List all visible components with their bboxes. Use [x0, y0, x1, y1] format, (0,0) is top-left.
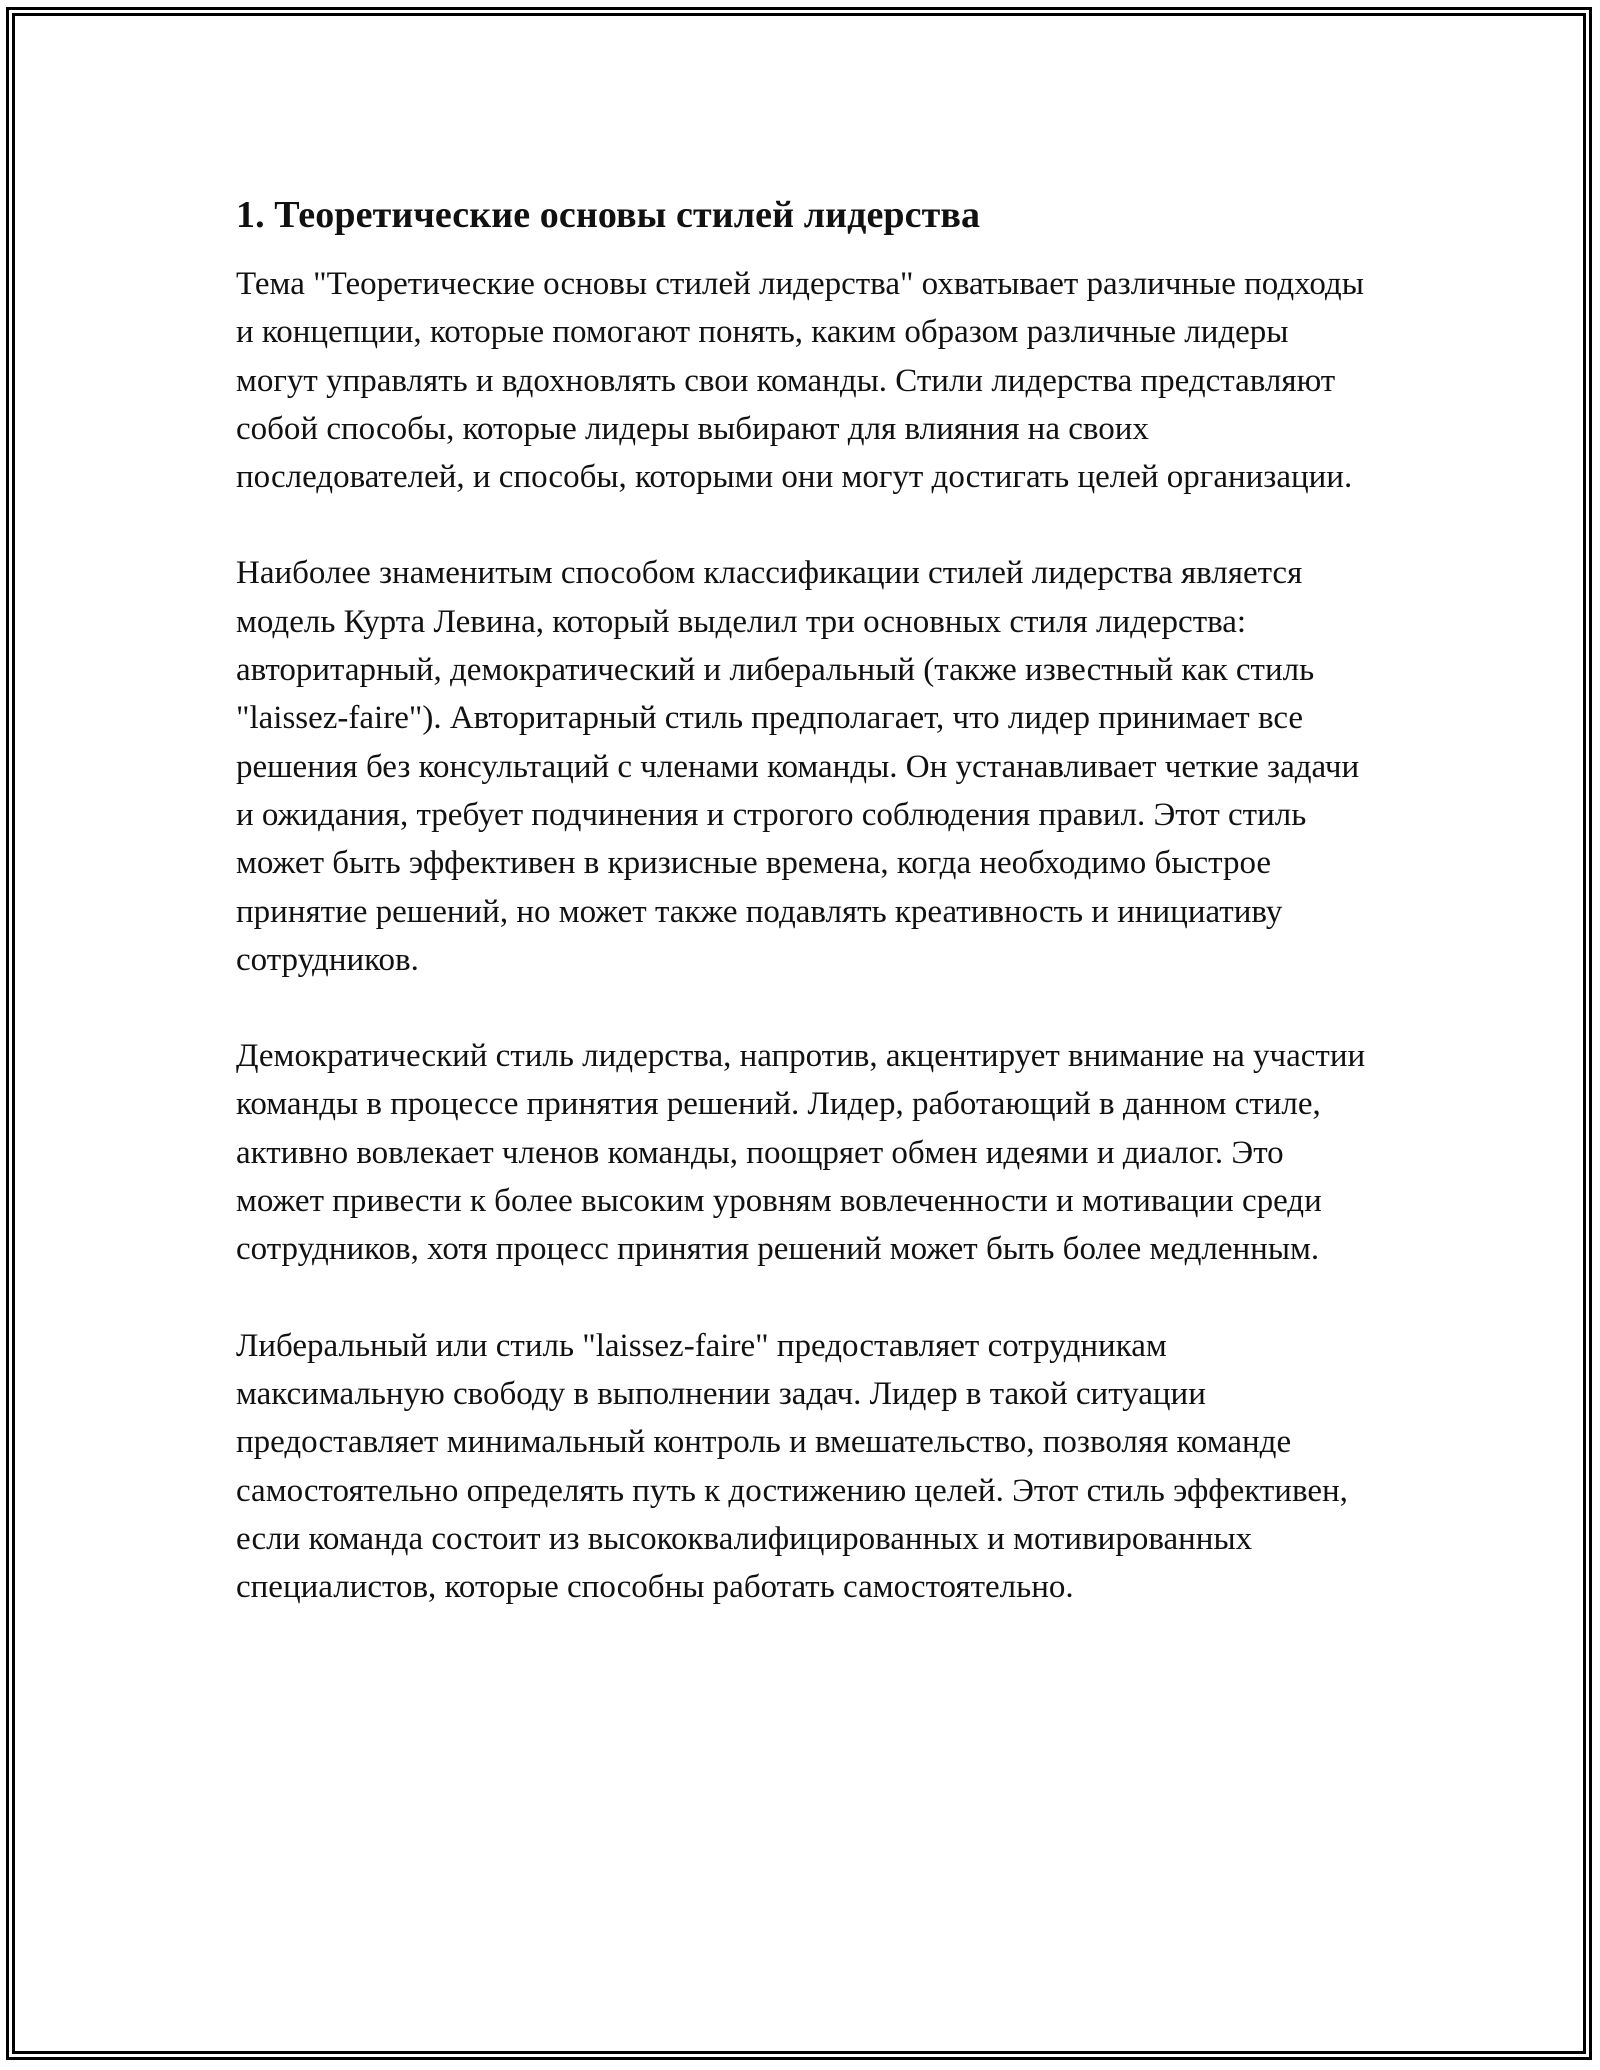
paragraph-lewin-model: Наиболее знаменитым способом классификации стилей лидерства является модель Курта Левина, который выделил три основных стиля лидерства: авторитарный, демократический и либеральный (также известный как стиль "laissez-faire"). Авторитарный стиль предполагает, что лидер принимает все решения без консультаций с членами команды. Он устанавливает четкие задачи и ожидания, требует подчинения и строгого соблюдения правил. Этот стиль может быть эффективен в кризисные времена, когда необходимо быстрое принятие решений, но может также подавлять креативность и инициативу сотрудников. [236, 555, 1360, 978]
paragraph-democratic-style: Демократический стиль лидерства, напротив, акцентирует внимание на участии команды в процессе принятия решений. Лидер, работающий в данном стиле, активно вовлекает членов команды, поощряет обмен идеями и диалог. Это может привести к более высоким уровням вовлеченности и мотивации среди сотрудников, хотя процесс принятия решений может быть более медленным. [236, 1038, 1366, 1268]
section-heading: 1. Теоретические основы стилей лидерства [236, 194, 981, 236]
document-body [236, 188, 1376, 1611]
paragraph-intro: Тема "Теоретические основы стилей лидерства" охватывает различные подходы и концепции, которые помогают понять, каким образом различные лидеры могут управлять и вдохновлять свои команды. Стили лидерства представляют собой способы, которые лидеры выбирают для влияния на своих последователей, и способы, которыми они могут достигать целей организации. [236, 266, 1364, 496]
paragraph-laissez-faire-style: Либеральный или стиль "laissez-faire" предоставляет сотрудникам максимальную свободу в выполнении задач. Лидер в такой ситуации предоставляет минимальный контроль и вмешательство, позволяя команде самостоятельно определять путь к достижению целей. Этот стиль эффективен, если команда состоит из высококвалифицированных и мотивированных специалистов, которые способны работать самостоятельно. [236, 1327, 1348, 1606]
